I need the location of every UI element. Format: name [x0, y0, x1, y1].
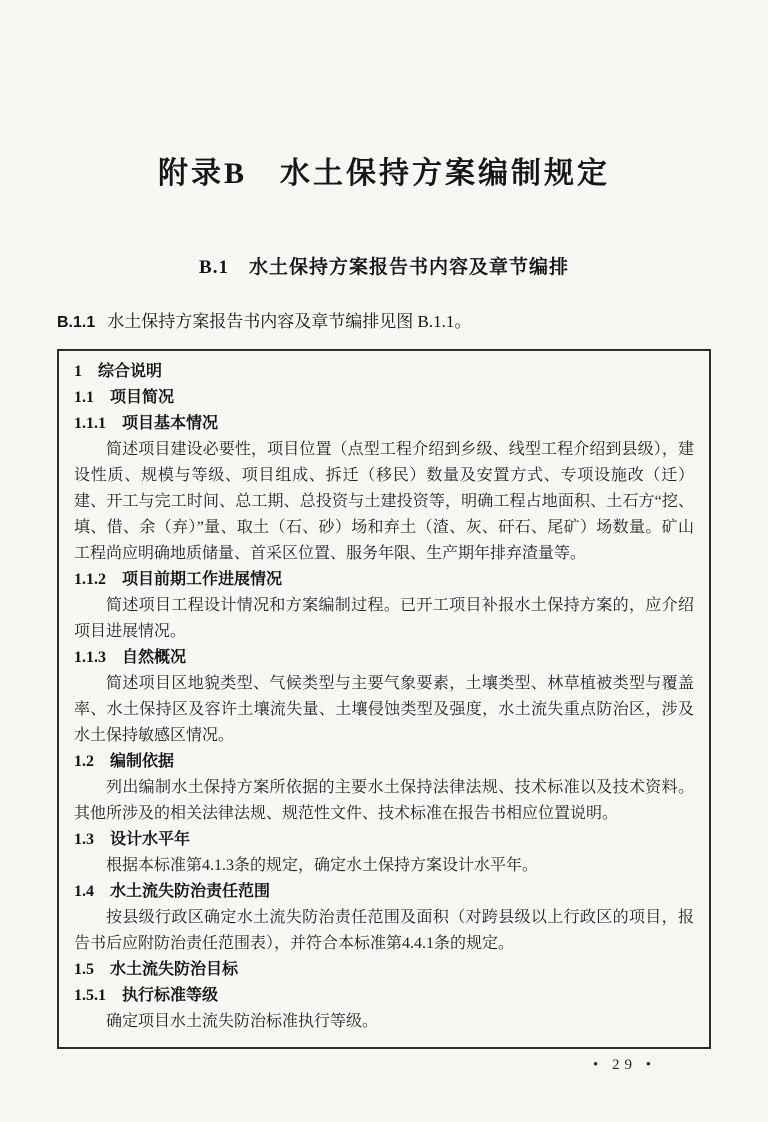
box-heading: 1 综合说明 — [74, 363, 163, 380]
box-paragraph: 简述项目工程设计情况和方案编制过程。已开工项目补报水土保持方案的，应介绍项目进展情况。 — [74, 597, 694, 640]
box-paragraph: 简述项目建设必要性，项目位置（点型工程介绍到乡级、线型工程介绍到县级），建设性质、规模与等级、项目组成、拆迁（移民）数量及安置方式、专项设施改（迁）建、开工与完工时间、总工期、总投资与土建投资等，明确工程占地面积、土石方“挖、填、借、余（弃）”量、取土（石、砂）场和弃土（渣、灰、矸石、尾矿）场数量。矿山工程尚应明确地质储量、首采区位置、服务年限、生产期年排弃渣量等。 — [74, 441, 694, 562]
section-heading: B.1 水土保持方案报告书内容及章节编排 — [199, 257, 569, 278]
box-heading: 1.1 项目简况 — [74, 389, 175, 406]
clause-text: 水土保持方案报告书内容及章节编排见图 B.1.1。 — [107, 312, 472, 331]
box-heading: 1.5 水土流失防治目标 — [74, 961, 239, 978]
box-heading: 1.1.1 项目基本情况 — [74, 415, 219, 432]
box-paragraph: 按县级行政区确定水土流失防治责任范围及面积（对跨县级以上行政区的项目，报告书后应附防治责任范围表），并符合本标准第4.4.1条的规定。 — [74, 909, 694, 952]
figure-box — [57, 349, 711, 1049]
box-heading: 1.1.2 项目前期工作进展情况 — [74, 571, 283, 588]
box-heading: 1.1.3 自然概况 — [74, 649, 187, 666]
box-heading: 1.4 水土流失防治责任范围 — [74, 883, 271, 900]
clause-b111 — [57, 309, 711, 335]
box-paragraph: 简述项目区地貌类型、气候类型与主要气象要素，土壤类型、林草植被类型与覆盖率、水土保持区及容许土壤流失量、土壤侵蚀类型及强度，水土流失重点防治区，涉及水土保持敏感区情况。 — [74, 675, 694, 744]
clause-number: B.1.1 — [57, 314, 96, 331]
box-heading: 1.5.1 执行标准等级 — [74, 987, 219, 1004]
box-paragraph: 根据本标准第4.1.3条的规定，确定水土保持方案设计水平年。 — [106, 857, 539, 874]
box-paragraph: 确定项目水土流失防治标准执行等级。 — [106, 1013, 379, 1030]
page-title: 附录B 水土保持方案编制规定 — [157, 157, 610, 190]
page-number: • 29 • — [592, 1057, 656, 1073]
box-paragraph: 列出编制水土保持方案所依据的主要水土保持法律法规、技术标准以及技术资料。其他所涉及的相关法律法规、规范性文件、技术标准在报告书相应位置说明。 — [74, 779, 694, 822]
box-heading: 1.3 设计水平年 — [74, 831, 191, 848]
box-heading: 1.2 编制依据 — [74, 753, 175, 770]
